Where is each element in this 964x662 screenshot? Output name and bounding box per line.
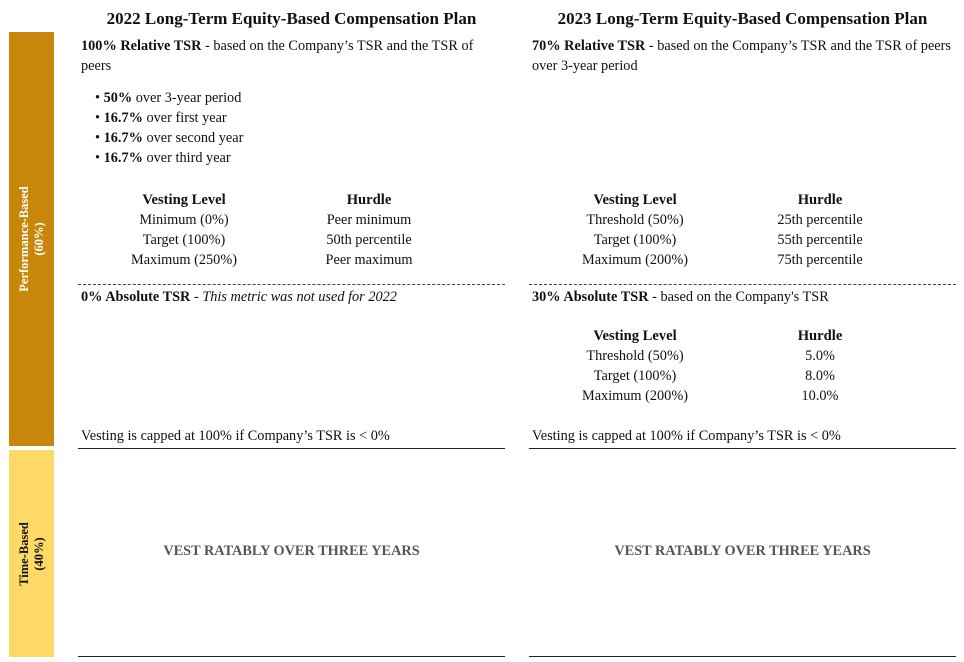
list-item: • 16.7% over second year	[95, 130, 244, 146]
table-row	[555, 346, 925, 366]
absolute-tsr-2022-desc: This metric was not used for 2022	[202, 289, 397, 305]
vesting-level-cell: Threshold (50%)	[586, 212, 684, 228]
hurdle-cell: 55th percentile	[777, 232, 863, 248]
relative-tsr-2023	[532, 36, 960, 76]
vesting-level-header: Vesting Level	[593, 192, 677, 208]
cap-note-2023: Vesting is capped at 100% if Company’s TSR is < 0%	[532, 428, 841, 444]
section-divider-2023	[529, 284, 956, 285]
time-based-note-2022: VEST RATABLY OVER THREE YEARS	[163, 543, 420, 559]
vesting-schedule-list-2022	[95, 88, 243, 168]
bullet-text: over second year	[142, 130, 244, 146]
vesting-level-cell: Maximum (200%)	[581, 388, 689, 404]
vesting-level-header: Vesting Level	[142, 192, 226, 208]
hurdle-cell: 8.0%	[805, 368, 835, 384]
rule-2023-upper	[529, 448, 956, 449]
table-row	[555, 366, 925, 386]
performance-band-percent: (60%)	[31, 222, 46, 256]
absolute-vesting-table-2023	[555, 326, 925, 406]
relative-tsr-2022	[81, 36, 505, 76]
relative-tsr-2022-heading: 100% Relative TSR	[81, 38, 202, 54]
relative-vesting-table-2022	[104, 190, 474, 270]
relative-tsr-2023-heading: 70% Relative TSR	[532, 38, 646, 54]
absolute-tsr-2022	[81, 287, 505, 307]
table-row	[104, 250, 474, 270]
list-item: • 16.7% over third year	[95, 150, 231, 166]
hurdle-header: Hurdle	[797, 192, 843, 208]
vesting-level-cell: Target (100%)	[593, 368, 677, 384]
bullet-value: 16.7%	[103, 130, 143, 146]
absolute-tsr-2023-heading: 30% Absolute TSR	[532, 289, 649, 305]
table-row	[555, 250, 925, 270]
vesting-level-cell: Maximum (200%)	[581, 252, 689, 268]
hurdle-header: Hurdle	[346, 192, 392, 208]
time-based-label	[17, 522, 47, 586]
bullet-text: over third year	[142, 150, 231, 166]
hurdle-cell: 75th percentile	[777, 252, 863, 268]
absolute-tsr-2022-heading: 0% Absolute TSR	[81, 289, 191, 305]
table-row	[104, 210, 474, 230]
time-band-name: Time-Based	[16, 521, 31, 586]
table-row	[104, 230, 474, 250]
cap-note-2022: Vesting is capped at 100% if Company’s TSR is < 0%	[81, 428, 390, 444]
relative-tsr-2023-desc: - based on the Company’s TSR and the TSR of peers over 3-year period	[532, 38, 951, 74]
absolute-tsr-2023	[532, 287, 956, 307]
time-based-band	[9, 450, 54, 657]
performance-based-label	[17, 186, 47, 292]
hurdle-cell: Peer maximum	[325, 252, 413, 268]
hurdle-cell: 25th percentile	[777, 212, 863, 228]
rule-2022-upper	[78, 448, 505, 449]
table-row	[555, 210, 925, 230]
vesting-level-cell: Threshold (50%)	[586, 348, 684, 364]
hurdle-cell: 50th percentile	[326, 232, 412, 248]
table-header-row	[555, 326, 925, 346]
table-row	[555, 386, 925, 406]
absolute-tsr-2023-desc: - based on the Company's TSR	[648, 289, 829, 305]
vesting-level-cell: Maximum (250%)	[130, 252, 238, 268]
relative-tsr-2022-desc: - based on the Company’s TSR and the TSR of peers	[81, 38, 474, 74]
section-divider-2022	[78, 284, 505, 285]
rule-2023-lower	[529, 656, 956, 657]
vesting-level-cell: Minimum (0%)	[139, 212, 229, 228]
hurdle-header: Hurdle	[797, 328, 843, 344]
vesting-level-cell: Target (100%)	[593, 232, 677, 248]
bullet-value: 16.7%	[103, 150, 143, 166]
relative-vesting-table-2023	[555, 190, 925, 270]
table-header-row	[104, 190, 474, 210]
hurdle-cell: 5.0%	[805, 348, 835, 364]
hurdle-cell: 10.0%	[801, 388, 839, 404]
bullet-text: over first year	[142, 110, 227, 126]
bullet-value: 16.7%	[103, 110, 143, 126]
performance-based-band	[9, 32, 54, 446]
time-band-percent: (40%)	[31, 536, 46, 571]
performance-band-name: Performance-Based	[16, 186, 31, 292]
bullet-text: over 3-year period	[132, 90, 242, 106]
title-2023: 2023 Long-Term Equity-Based Compensation Plan	[557, 9, 928, 28]
hurdle-cell: Peer minimum	[326, 212, 412, 228]
time-based-note-2023: VEST RATABLY OVER THREE YEARS	[614, 543, 871, 559]
vesting-level-header: Vesting Level	[593, 328, 677, 344]
title-2022: 2022 Long-Term Equity-Based Compensation Plan	[106, 9, 477, 28]
table-row	[555, 230, 925, 250]
absolute-tsr-2022-sep: -	[190, 289, 203, 305]
list-item: • 50% over 3-year period	[95, 90, 242, 106]
bullet-value: 50%	[103, 90, 133, 106]
list-item: • 16.7% over first year	[95, 110, 227, 126]
rule-2022-lower	[78, 656, 505, 657]
table-header-row	[555, 190, 925, 210]
vesting-level-cell: Target (100%)	[142, 232, 226, 248]
